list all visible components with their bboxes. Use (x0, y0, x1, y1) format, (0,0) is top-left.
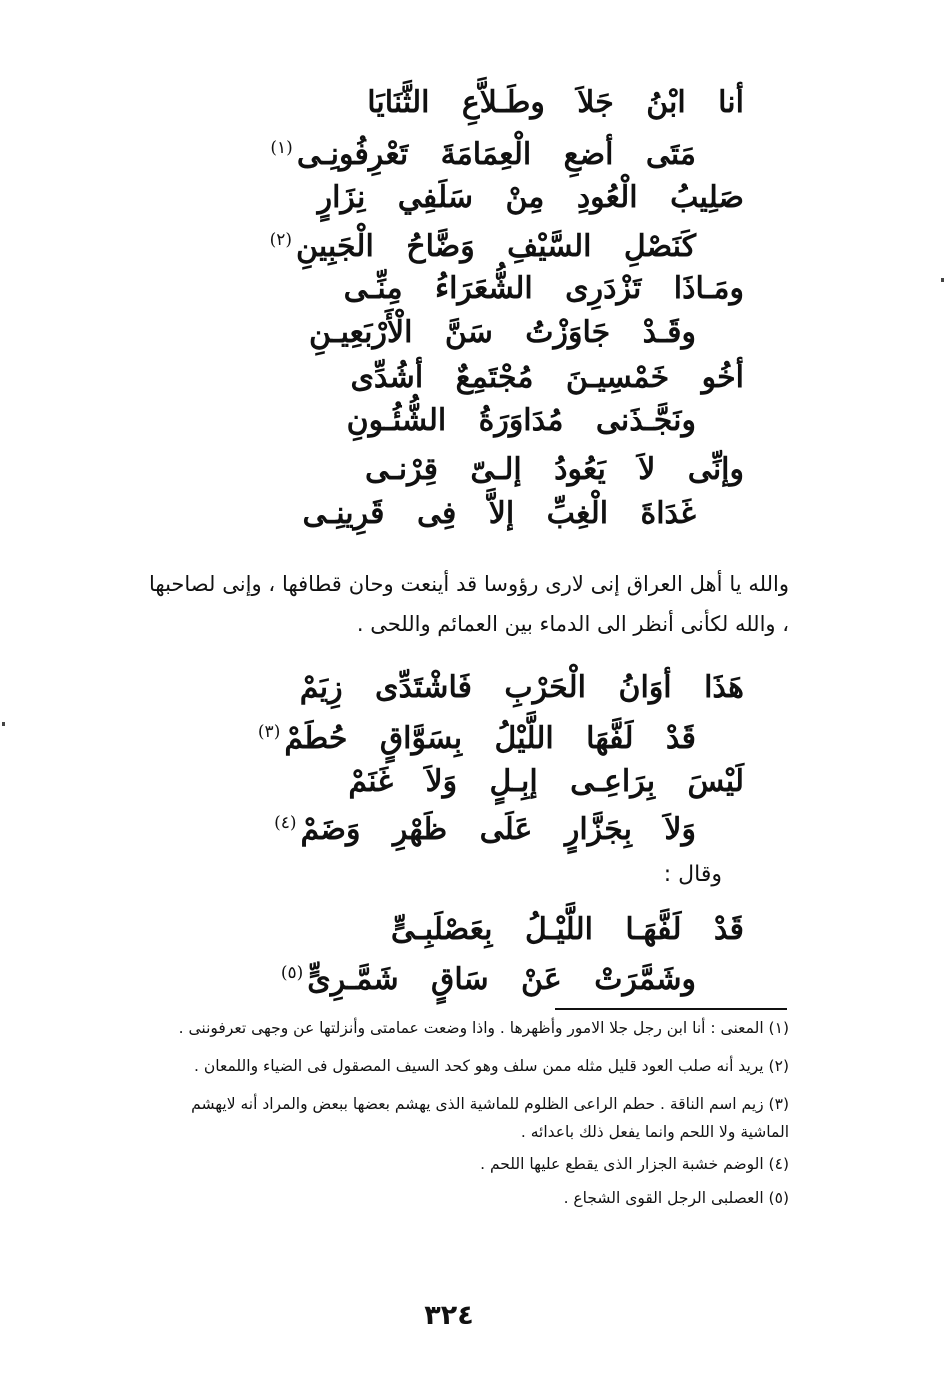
poem-three-verse-1: قَدْ لَفَّهَـا اللَّيْـلُ بِعَصْلَبِـىٍّ (390, 912, 744, 947)
footnote-1: (١) المعنى : أنا ابن رجل جلا الامور وأظهرها . واذا وضعت عمامتى وأنزلتها عن وجهى تعرفوننى . (178, 1019, 789, 1037)
poem-three-verse-2: وشَمَّرَتْ عَنْ سَاقٍ شَمَّـرِىٍّ$^{(٥)}$ (280, 962, 696, 997)
footnote-marker-4: (٤) (274, 813, 297, 833)
and-he-said-label: وقال : (663, 862, 722, 887)
poem-one-verse-4: كَنَصْلِ السَّيْفِ وَضَّاحُ الْجَبِينِ$^{(٢)}$ (269, 229, 696, 264)
footnote-3: (٣) زيم اسم الناقة . حطم الراعى الظلوم للماشية الذى يهشم بعضها ببعض والمراد أنه لايهشم الماشية ولا اللحم وانما يفعل ذلك باعدائه . (191, 1095, 789, 1141)
margin-speck-left (2, 722, 5, 726)
poem-two-verse-1: هَذَا أوَانُ الْحَرْبِ فَاشْتَدِّى زِيَمْ (299, 670, 744, 705)
poem-one-verse-3: صَلِيبُ الْعُودِ مِنْ سَلَفِي نِزَارٍ (317, 180, 744, 215)
page-number: ٣٢٤ (424, 1300, 474, 1331)
poem-one-verse-1: أنا ابْنُ جَلاَ وطَـلاَّعِ الثَّنَايَا (367, 85, 744, 120)
footnote-marker-5: (٥) (280, 963, 304, 983)
poem-two-verse-2: قَدْ لَفَّهَا اللَّيْلُ بِسَوَّاقٍ حُطَمْ$^{(٣)}$ (257, 721, 696, 756)
poem-one-verse-2: مَتَى أضعِ الْعِمَامَةَ تَعْرِفُونِـى$^{(١)}$ (270, 137, 696, 172)
poem-two-verse-3: لَيْسَ بِرَاعِـى إبِـلٍ وَلاَ غَنَمْ (348, 764, 744, 799)
poem-one-verse-5: ومَـاذَا تَزْدَرِى الشُّعَرَاءُ مِنِّـى (343, 271, 744, 306)
footnote-marker-2: (٢) (269, 230, 292, 250)
speech-paragraph: والله يا أهل العراق إنى لارى رؤوسا قد أينعت وحان قطافها ، وإنى لصاحبها ، والله لكأنى أنظر الى الدماء بين العمائم واللحى . (149, 572, 789, 636)
poem-one-verse-7: أخُو خَمْسِيـنَ مُجْتَمِعٌ أشُدِّى (350, 360, 744, 395)
footnote-separator (555, 1008, 787, 1010)
footnote-2: (٢) يريد أنه صلب العود قليل مثله ممن سلف وهو كحد السيف المصقول فى الضياء واللمعان . (194, 1057, 789, 1075)
poem-one-verse-6: وقَـدْ جَاوَزْتُ سَنَّ الْأَرْبَعِيـنِ (308, 315, 696, 350)
poem-one-verse-8: ونَجَّـذَنى مُدَاوَرَةُ الشُّئُـونِ (346, 403, 696, 438)
footnote-5: (٥) العصلبى الرجل القوى الشجاع . (563, 1189, 789, 1207)
poem-one-verse-10: غَدَاةَ الْغِبِّ إلاَّ فِى قَرِينِـى (302, 496, 696, 531)
footnote-marker-3: (٣) (257, 722, 281, 742)
footnote-marker-1: (١) (270, 138, 293, 158)
footnote-4: (٤) الوضم خشبة الجزار الذى يقطع عليها اللحم . (480, 1155, 789, 1173)
poem-two-verse-4: وَلاَ بِجَزَّارٍ عَلَى ظَهْرِ وَضَمْ$^{(٤)}$ (274, 812, 696, 847)
poem-one-verse-9: وإنِّى لاَ يَعُودُ إلـىّ قِرْنـى (364, 452, 744, 487)
